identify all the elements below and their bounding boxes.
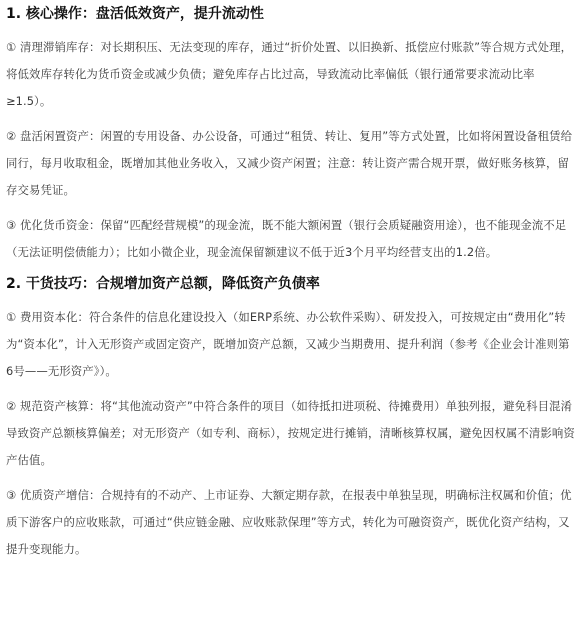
section-1-heading: 1. 核心操作：盘活低效资产，提升流动性	[6, 6, 264, 22]
section-2-heading: 2. 干货技巧：合规增加资产总额，降低资产负债率	[6, 276, 320, 292]
section-2-item-1: ① 费用资本化：符合条件的信息化建设投入（如ERP系统、办公软件采购）、研发投入，可按规定由“费用化”转为“资本化”，计入无形资产或固定资产，既增加资产总额，又减少当期费用、提升利润（参考《企业会计准则第6号——无形资产》）。	[6, 310, 570, 378]
section-2-item-3: ③ 优质资产增信：合规持有的不动产、上市证券、大额定期存款，在报表中单独呈现，明确标注权属和价值；优质下游客户的应收账款，可通过“供应链金融、应收账款保理”等方式，转化为可融资资产，既优化资产结构，又提升变现能力。	[6, 488, 572, 556]
section-1-item-2: ② 盘活闲置资产：闲置的专用设备、办公设备，可通过“租赁、转让、复用”等方式处置，比如将闲置设备租赁给同行，每月收取租金，既增加其他业务收入，又减少资产闲置；注意：转让资产需合规开票，做好账务核算，留存交易凭证。	[6, 129, 573, 197]
section-2-item-2: ② 规范资产核算：将“其他流动资产”中符合条件的项目（如待抵扣进项税、待摊费用）单独列报，避免科目混淆导致资产总额核算偏差；对无形资产（如专利、商标），按规定进行摊销，清晰核算权属，避免因权属不清影响资产估值。	[6, 399, 575, 467]
section-1-item-1: ① 清理滞销库存：对长期积压、无法变现的库存，通过“折价处置、以旧换新、抵偿应付账款”等合规方式处理，将低效库存转化为货币资金或减少负债；避免库存占比过高，导致流动比率偏低（银行通常要求流动比率≥1.5）。	[6, 40, 573, 108]
section-1-item-3: ③ 优化货币资金：保留“匹配经营规模”的现金流，既不能大额闲置（银行会质疑融资用途），也不能现金流不足（无法证明偿债能力）；比如小微企业，现金流保留额建议不低于近3个月平均经营支出的1.2倍。	[6, 218, 567, 259]
